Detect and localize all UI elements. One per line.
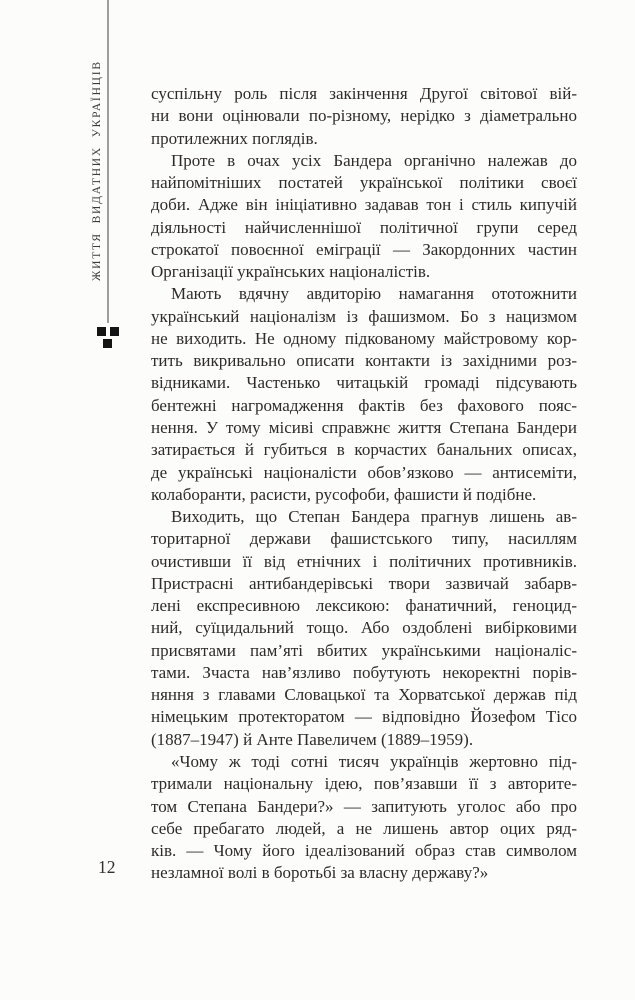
text-line: торитарної держави фашистського типу, насиллям [151, 529, 577, 549]
text-line: Проте в очах усіх Бандера органічно належав до [171, 150, 577, 170]
text-line: діяльності найчисленнішої політичної групи серед [151, 217, 577, 237]
text-line: очистивши її від етнічних і політичних противників. [151, 551, 577, 571]
text-line: тримали національну ідею, пов’язавши її з авторите- [151, 774, 577, 794]
ornament-square-bottom [103, 339, 112, 348]
text-line: няння з главами Словацької та Хорватської держав під [151, 685, 577, 705]
text-line: доби. Адже він ініціативно задавав тон і стиль кипучій [151, 195, 577, 215]
text-line: український націоналізм із фашизмом. Бо з нацизмом [151, 306, 577, 326]
text-line: відниками. Частенько читацькій громаді підсувають [151, 373, 577, 393]
text-line: Пристрасні антибандерівські твори зазвичай забарв- [151, 573, 577, 593]
text-line: протилежних поглядів. [151, 128, 318, 148]
text-line: не виходить. Не одному підкованому майстровому кор- [151, 328, 577, 348]
text-line: суспільну роль після закінчення Другої світової вій- [151, 84, 577, 103]
text-line: де українські націоналісти обов’язково — антисеміти, [151, 462, 577, 482]
text-line: ни вони оцінювали по-різному, нерідко з діаметрально [151, 106, 577, 126]
text-line: себе пребагато людей, а не лишень автор оцих ряд- [151, 818, 577, 838]
text-line: найпомітніших постатей української політики своєї [151, 173, 577, 193]
text-line: ків. — Чому його ідеалізований образ став символом [151, 841, 577, 861]
text-line: нення. У тому місиві справжнє життя Степана Бандери [151, 417, 577, 437]
text-line: бентежні нагромадження фактів без фахового пояс- [151, 395, 577, 415]
ornament-squares-icon [97, 327, 120, 349]
ornament-square-top-left [97, 327, 106, 336]
text-line: тами. Зчаста нав’язливо побутують некоректні порів- [151, 662, 577, 682]
text-line: тить викривально описати контакти із західними роз- [151, 351, 577, 371]
text-line: Мають вдячну авдиторію намагання ототожнити [171, 284, 577, 304]
text-line: колаборанти, расисти, русофоби, фашисти й подібне. [151, 484, 537, 504]
ornament-square-top-right [110, 327, 119, 336]
sidebar-rule [107, 0, 109, 323]
text-line: незламної волі в боротьбі за власну державу?» [151, 863, 489, 883]
text-line: том Степана Бандери?» — запитують уголос або про [151, 796, 577, 816]
text-line: (1887–1947) й Анте Павеличем (1889–1959). [151, 729, 474, 749]
series-title-vertical: ЖИТТЯ ВИДАТНИХ УКРАЇНЦІВ [91, 60, 103, 281]
text-line: присвятами пам’яті вбитих українськими націоналіс- [151, 640, 577, 660]
text-line: лені експресивною лексикою: фанатичний, геноцид- [151, 596, 577, 616]
body-text [151, 83, 577, 885]
text-line: строкатої повоєнної еміграції — Закордонних частин [151, 239, 577, 259]
text-line: німецьким протекторатом — відповідно Йозефом Тісо [151, 707, 577, 727]
text-line: ний, суїцидальний тощо. Або оздоблені вибірковими [151, 618, 577, 638]
page-number: 12 [98, 857, 116, 877]
text-line: Виходить, що Степан Бандера прагнув лишень ав- [171, 507, 577, 527]
text-line: затирається й губиться в корчастих банальних описах, [151, 440, 577, 460]
text-line: Організації українських націоналістів. [151, 262, 431, 282]
text-line: «Чому ж тоді сотні тисяч українців жертовно під- [171, 751, 577, 771]
